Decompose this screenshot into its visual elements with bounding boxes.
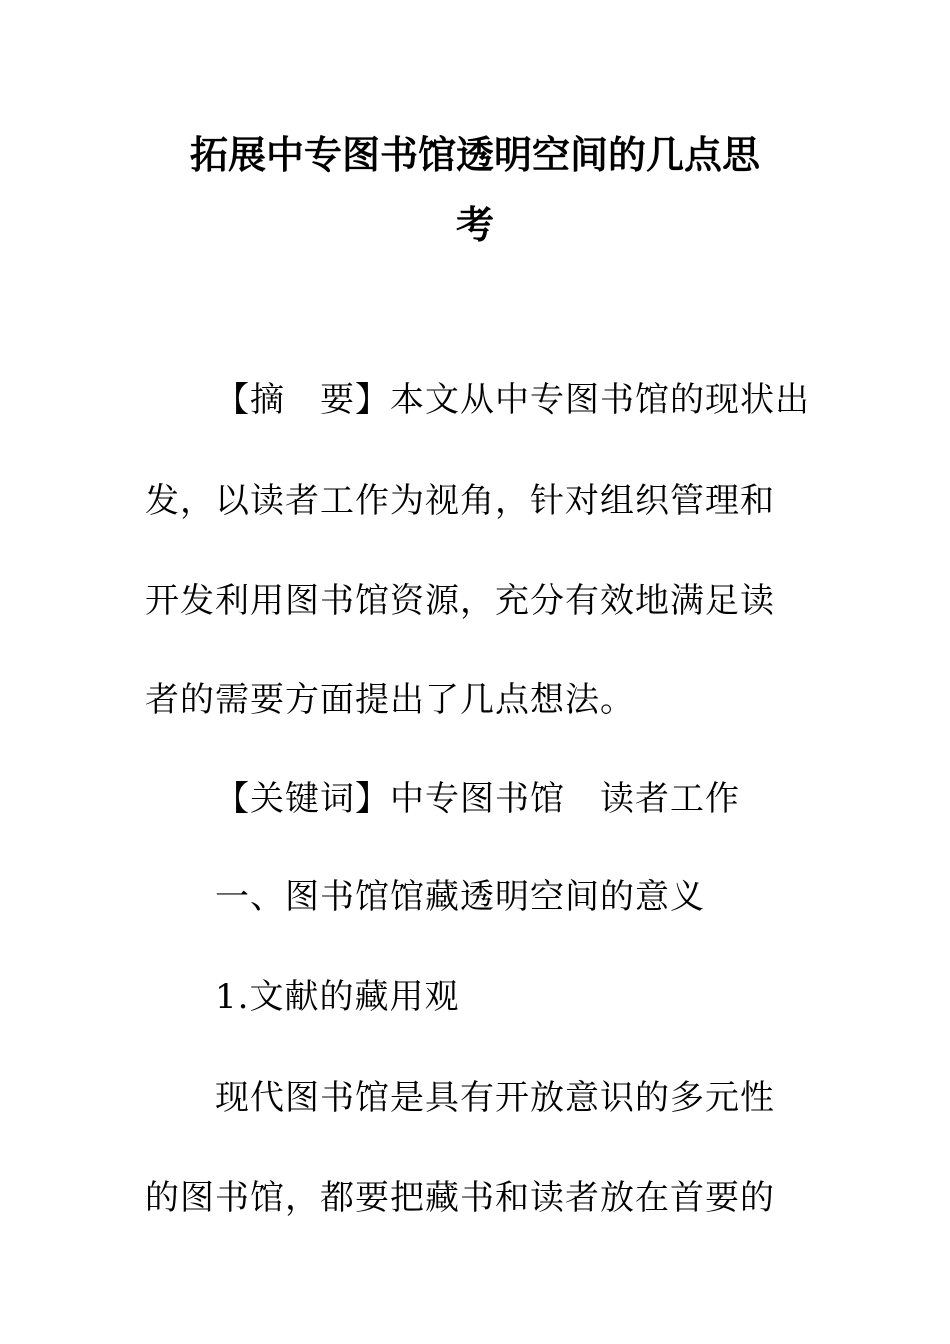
subsection-heading: 1.文献的藏用观 [215, 977, 460, 1017]
abstract-line: 发，以读者工作为视角，针对组织管理和 [145, 481, 775, 521]
body-paragraph-line: 的图书馆，都要把藏书和读者放在首要的 [145, 1178, 775, 1218]
abstract-line: 者的需要方面提出了几点想法。 [145, 680, 635, 720]
keywords-line: 【关键词】中专图书馆 读者工作 [215, 779, 740, 819]
abstract-line: 【摘 要】本文从中专图书馆的现状出 [215, 380, 810, 420]
body-paragraph-line: 现代图书馆是具有开放意识的多元性 [215, 1078, 775, 1118]
abstract-line: 开发利用图书馆资源，充分有效地满足读 [145, 581, 775, 621]
document-title-continued: 考 [455, 202, 494, 247]
section-heading: 一、图书馆馆藏透明空间的意义 [215, 877, 705, 917]
document-title: 拓展中专图书馆透明空间的几点思 [189, 132, 760, 177]
